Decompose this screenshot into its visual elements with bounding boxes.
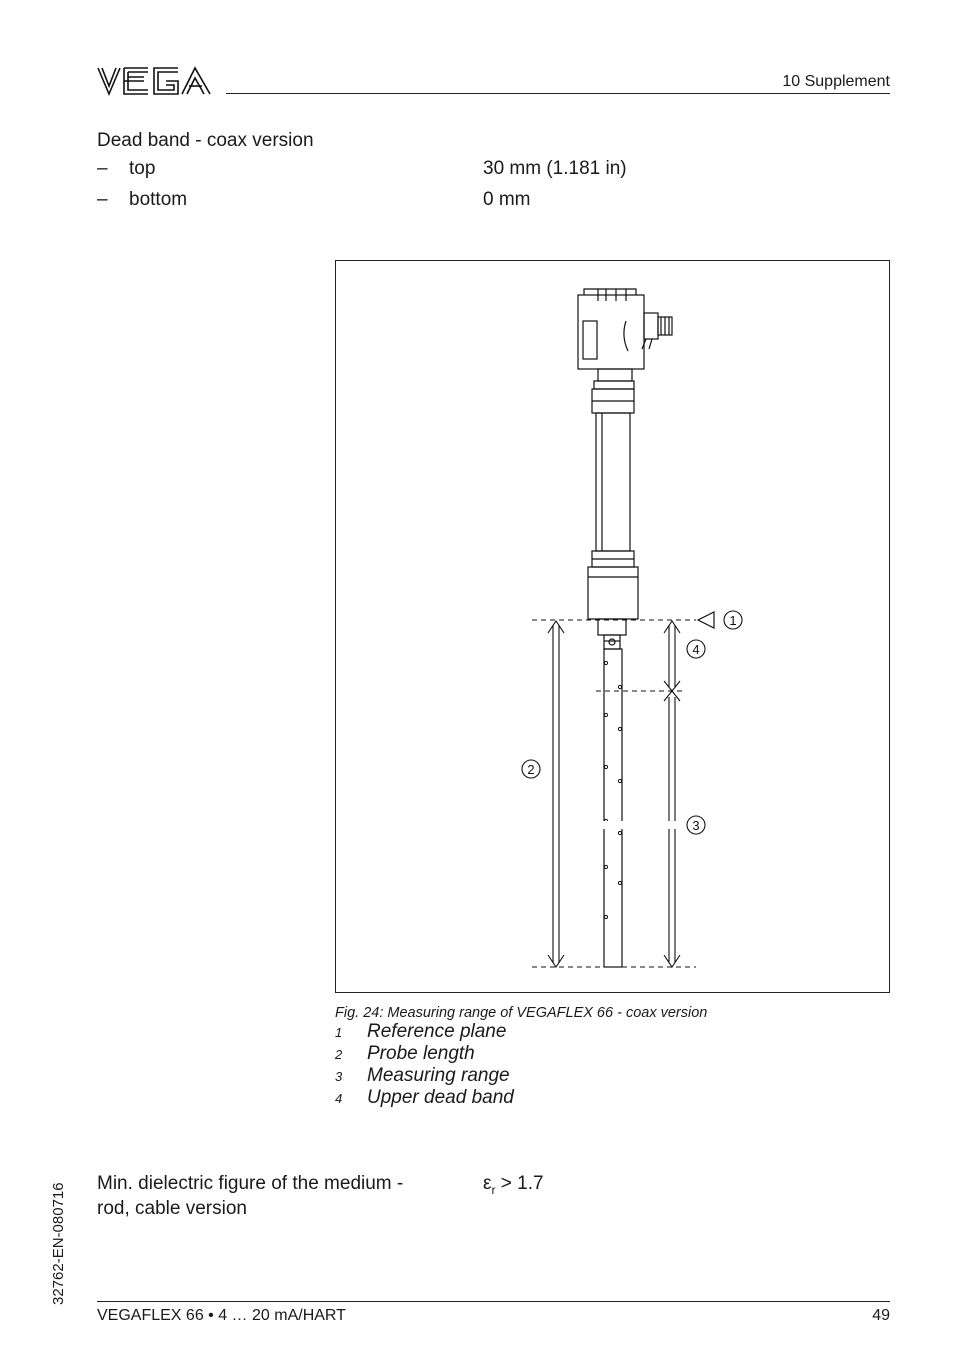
dead-band-top-value: 30 mm (1.181 in) (483, 158, 627, 179)
dielectric-label-line2: rod, cable version (97, 1198, 247, 1219)
vega-logo-mark (96, 64, 214, 98)
footer-rule (97, 1301, 890, 1302)
vega-logo (96, 64, 214, 103)
callout-3: 3 (692, 818, 700, 833)
legend-item-3 (335, 1065, 510, 1087)
legend-text: Probe length (367, 1043, 475, 1064)
housing (578, 295, 644, 369)
dead-band-top-label: top (129, 158, 156, 179)
dead-band-bottom-label: bottom (129, 189, 188, 210)
header-rule (226, 93, 890, 94)
dead-band-bottom-value: 0 mm (483, 189, 531, 210)
dead-band-title: Dead band - coax version (97, 130, 314, 151)
dielectric-value (483, 1173, 544, 1197)
legend-num: 1 (335, 1025, 343, 1040)
legend-text: Upper dead band (367, 1087, 514, 1108)
legend-num: 3 (335, 1069, 343, 1084)
footer-product: VEGAFLEX 66 • 4 … 20 mA/HART (97, 1307, 346, 1324)
legend-text: Measuring range (367, 1065, 510, 1086)
dielectric-label-line1: Min. dielectric figure of the medium - (97, 1173, 404, 1194)
legend-item-4 (335, 1087, 514, 1109)
legend-item-2 (335, 1043, 475, 1065)
page-number: 49 (872, 1307, 890, 1324)
header-section-title: 10 Supplement (782, 73, 890, 90)
epsilon-subscript: r (491, 1182, 496, 1197)
legend-text: Reference plane (367, 1021, 507, 1042)
document-code: 32762-EN-080716 (50, 1182, 67, 1305)
probe-drawing (336, 261, 889, 992)
callout-1: 1 (729, 613, 737, 628)
legend-item-1 (335, 1021, 506, 1043)
dash-bottom: – (97, 189, 108, 210)
legend-num: 4 (335, 1091, 343, 1106)
dash-top: – (97, 158, 108, 179)
figure-caption: Fig. 24: Measuring range of VEGAFLEX 66 - coax version (335, 1005, 708, 1021)
callout-2: 2 (527, 762, 535, 777)
callout-4: 4 (692, 642, 700, 657)
epsilon-symbol: ε (483, 1173, 492, 1194)
dielectric-number: > 1.7 (495, 1173, 544, 1194)
reference-triangle-icon (698, 612, 714, 628)
figure-frame (335, 260, 890, 993)
legend-num: 2 (335, 1047, 343, 1062)
